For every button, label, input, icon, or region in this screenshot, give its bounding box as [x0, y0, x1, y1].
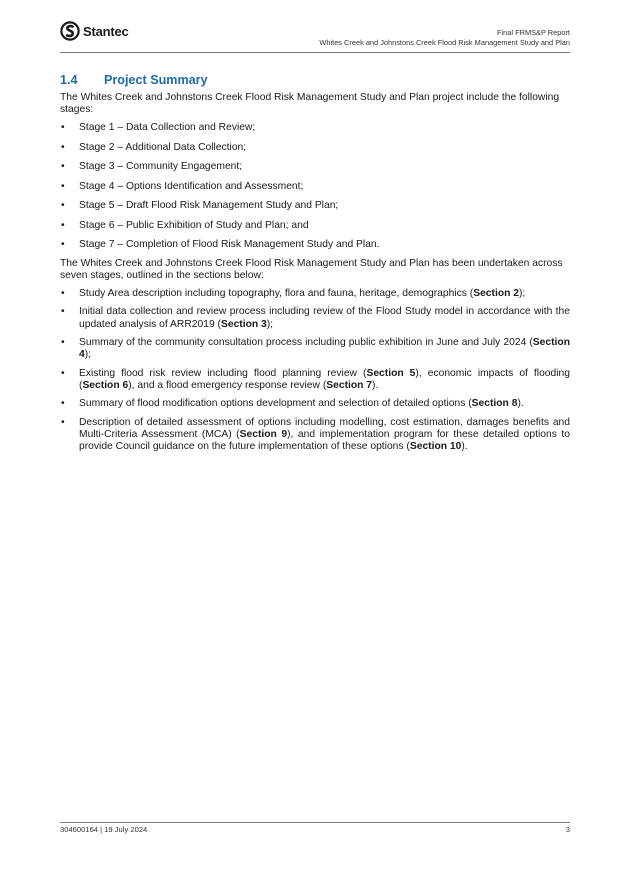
section-reference: Section 7 — [326, 379, 373, 391]
stage-text: Stage 3 – Community Engagement; — [79, 161, 243, 173]
section-reference: Section 4 — [79, 337, 570, 361]
outline-text: ). — [517, 398, 524, 410]
report-title: Final FRMS&P Report — [497, 28, 570, 37]
section-reference: Section 9 — [239, 428, 288, 440]
report-subtitle: Whites Creek and Johnstons Creek Flood Risk Management Study and Plan — [319, 38, 570, 47]
stage-text: Stage 1 – Data Collection and Review; — [79, 122, 256, 134]
section-title: Project Summary — [104, 73, 208, 87]
page-body — [60, 73, 570, 459]
bullet-icon: • — [61, 239, 65, 251]
bullet-icon: • — [61, 398, 65, 410]
section-reference: Section 2 — [473, 288, 519, 300]
stantec-logo-icon — [60, 21, 80, 41]
list-item — [60, 142, 570, 154]
section-reference: Section 5 — [366, 367, 416, 379]
section-number: 1.4 — [60, 73, 78, 87]
bullet-icon: • — [61, 416, 65, 428]
bullet-icon: • — [61, 141, 65, 153]
list-item — [60, 368, 570, 392]
outline-text: ), and a flood emergency response review ( — [128, 379, 327, 391]
bullet-icon: • — [61, 180, 65, 192]
logo-wordmark: Stantec — [83, 23, 129, 39]
list-item — [60, 220, 570, 232]
outline-text: ). — [461, 440, 468, 452]
bullet-icon: • — [61, 122, 65, 134]
outline-text: ); — [84, 349, 92, 361]
bullet-icon: • — [61, 161, 65, 173]
stage-text: Stage 6 – Public Exhibition of Study and Plan; and — [79, 219, 309, 231]
document-reference: 304600164 | 19 July 2024 — [60, 825, 148, 834]
intro-paragraph: The Whites Creek and Johnstons Creek Flood Risk Management Study and Plan project include the following stages: — [60, 92, 560, 116]
bullet-icon: • — [61, 306, 65, 318]
list-item — [60, 306, 570, 330]
stage-text: Stage 2 – Additional Data Collection; — [79, 141, 247, 153]
stantec-logo — [60, 21, 129, 41]
page-header — [60, 18, 570, 52]
footer-divider — [60, 822, 570, 823]
list-item — [60, 417, 570, 454]
section-reference: Section 6 — [82, 379, 129, 391]
list-item — [60, 288, 570, 300]
stages-list — [60, 122, 570, 251]
outline-text: ), economic impacts of flooding ( — [79, 367, 570, 391]
bullet-icon: • — [61, 200, 65, 212]
outline-text: Summary of flood modification options development and selection of detailed options ( — [79, 398, 472, 410]
outline-text: Initial data collection and review process including review of the Flood Study model in accordance with the updated analysis of ARR2019 ( — [79, 306, 570, 330]
list-item — [60, 398, 570, 410]
outline-text: ); — [518, 288, 526, 300]
bullet-icon: • — [61, 367, 65, 379]
section-reference: Section 8 — [471, 398, 518, 410]
list-item — [60, 337, 570, 361]
bullet-icon: • — [61, 219, 65, 231]
header-divider — [60, 52, 570, 53]
section-reference: Section 10 — [409, 440, 462, 452]
section-reference: Section 3 — [220, 318, 267, 330]
sections-paragraph: The Whites Creek and Johnstons Creek Flood Risk Management Study and Plan has been undertaken across seven stages, outlined in the sections below: — [60, 257, 563, 281]
sections-outline-list — [60, 288, 570, 453]
bullet-icon: • — [61, 337, 65, 348]
stage-text: Stage 4 – Options Identification and Assessment; — [79, 180, 304, 192]
page-number: 3 — [565, 825, 570, 834]
header-report-info — [319, 28, 570, 48]
list-item — [60, 239, 570, 251]
outline-text: ), and implementation program for these detailed options to provide Council guidance on the future implementation of these options ( — [79, 428, 571, 452]
stage-text: Stage 7 – Completion of Flood Risk Management Study and Plan. — [79, 239, 380, 251]
list-item — [60, 161, 570, 173]
outline-text: Summary of the community consultation process including public exhibition in June and July 2024 ( — [79, 337, 533, 348]
outline-text: Study Area description including topography, flora and fauna, heritage, demographics ( — [79, 288, 474, 300]
list-item — [60, 200, 570, 212]
outline-text: ). — [372, 379, 379, 391]
list-item — [60, 181, 570, 193]
stage-text: Stage 5 – Draft Flood Risk Management Study and Plan; — [79, 200, 339, 212]
outline-text: ); — [266, 318, 274, 330]
outline-text: Description of detailed assessment of options including modelling, cost estimation, damages benefits and Multi-Criteria Assessment (MCA) ( — [79, 416, 570, 440]
list-item — [60, 122, 570, 134]
section-heading — [60, 73, 570, 87]
outline-text: Existing flood risk review including flood planning review ( — [79, 367, 367, 379]
bullet-icon: • — [61, 288, 65, 300]
